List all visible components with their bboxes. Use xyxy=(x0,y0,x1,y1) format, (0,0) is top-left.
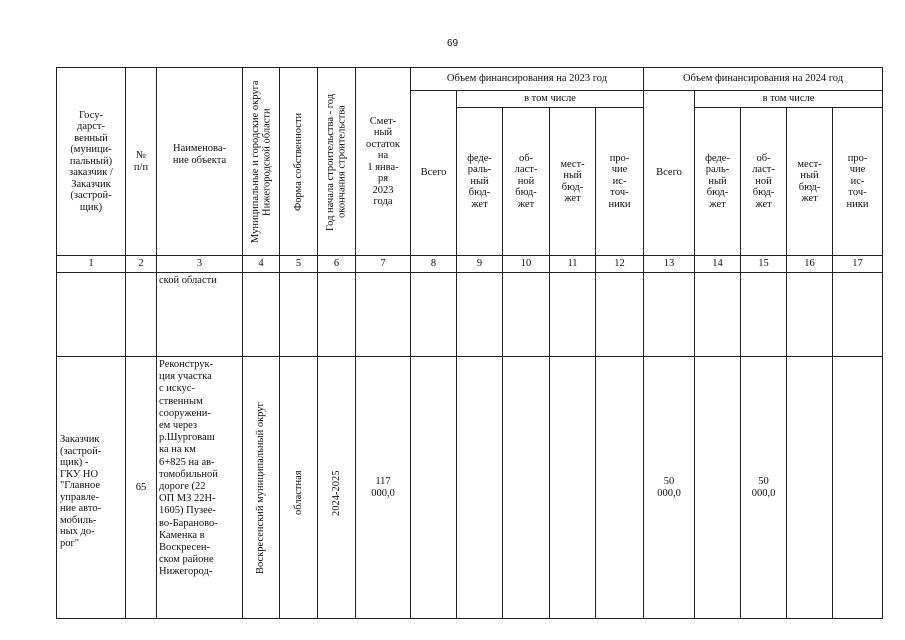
header-federal-2024: феде- раль- ный бюд- жет xyxy=(695,108,741,256)
column-number: 14 xyxy=(695,256,741,273)
page-number: 69 xyxy=(446,38,459,49)
column-number: 6 xyxy=(318,256,356,273)
column-number: 2 xyxy=(126,256,157,273)
header-total-2023: Всего xyxy=(411,91,457,256)
regional-2024-cell: 50 000,0 xyxy=(741,357,787,619)
header-federal-2023: феде- раль- ный бюд- жет xyxy=(457,108,503,256)
header-municipal: Муниципальные и городские округа Нижегородской области xyxy=(243,68,280,256)
row-number-cell: 65 xyxy=(126,357,157,619)
column-number: 4 xyxy=(243,256,280,273)
header-ownership: Форма собственности xyxy=(280,68,318,256)
estimate-cell: 117 000,0 xyxy=(356,357,411,619)
column-number: 5 xyxy=(280,256,318,273)
ownership-cell: областная xyxy=(280,357,318,619)
column-number: 11 xyxy=(550,256,596,273)
column-number: 3 xyxy=(157,256,243,273)
header-other-2023: про- чие ис- точ- ники xyxy=(596,108,644,256)
column-number: 13 xyxy=(644,256,695,273)
header-local-2023: мест- ный бюд- жет xyxy=(550,108,596,256)
header-including-2024: в том числе xyxy=(695,91,883,108)
column-number: 16 xyxy=(787,256,833,273)
column-number: 10 xyxy=(503,256,550,273)
column-number: 15 xyxy=(741,256,787,273)
object-name-cell: ской области xyxy=(157,273,243,357)
header-object-name: Наименова- ние объекта xyxy=(157,68,243,256)
column-number: 17 xyxy=(833,256,883,273)
table-row-65 xyxy=(57,357,883,619)
header-including-2023: в том числе xyxy=(457,91,644,108)
years-cell: 2024-2025 xyxy=(318,357,356,619)
column-number-row xyxy=(57,256,883,273)
financing-table xyxy=(56,67,883,619)
column-number: 1 xyxy=(57,256,126,273)
header-other-2024: про- чие ис- точ- ники xyxy=(833,108,883,256)
header-regional-2023: об- ласт- ной бюд- жет xyxy=(503,108,550,256)
header-years: Год начала строительства - год окончания строительства xyxy=(318,68,356,256)
header-local-2024: мест- ный бюд- жет xyxy=(787,108,833,256)
table-row-continuation xyxy=(57,273,883,357)
customer-cell: Заказчик (застрой- щик) - ГКУ НО "Главное управле- ние авто- мобиль- ных до- рог" xyxy=(57,357,126,619)
header-estimate: Смет- ный остаток на 1 янва- ря 2023 года xyxy=(356,68,411,256)
column-number: 8 xyxy=(411,256,457,273)
object-name-cell: Реконструк- ция участка с искус- ственным сооружени- ем через р.Шурговаш ка на км 6+825 на ав- томобильной дороге (22 ОП МЗ 22Н- 1605) Пузее- во-Бараново- Каменка в Воскресен- ском районе Нижегород- xyxy=(157,357,243,619)
column-number: 9 xyxy=(457,256,503,273)
column-number: 12 xyxy=(596,256,644,273)
header-customer: Госу- дарст- венный (муници- пальный) заказчик / Заказчик (застрой- щик) xyxy=(57,68,126,256)
header-regional-2024: об- ласт- ной бюд- жет xyxy=(741,108,787,256)
municipal-cell: Воскресенский муниципальный округ xyxy=(243,357,280,619)
header-num: № п/п xyxy=(126,68,157,256)
header-funding-2023: Объем финансирования на 2023 год xyxy=(411,68,644,91)
header-total-2024: Всего xyxy=(644,91,695,256)
header-funding-2024: Объем финансирования на 2024 год xyxy=(644,68,883,91)
total-2024-cell: 50 000,0 xyxy=(644,357,695,619)
column-number: 7 xyxy=(356,256,411,273)
